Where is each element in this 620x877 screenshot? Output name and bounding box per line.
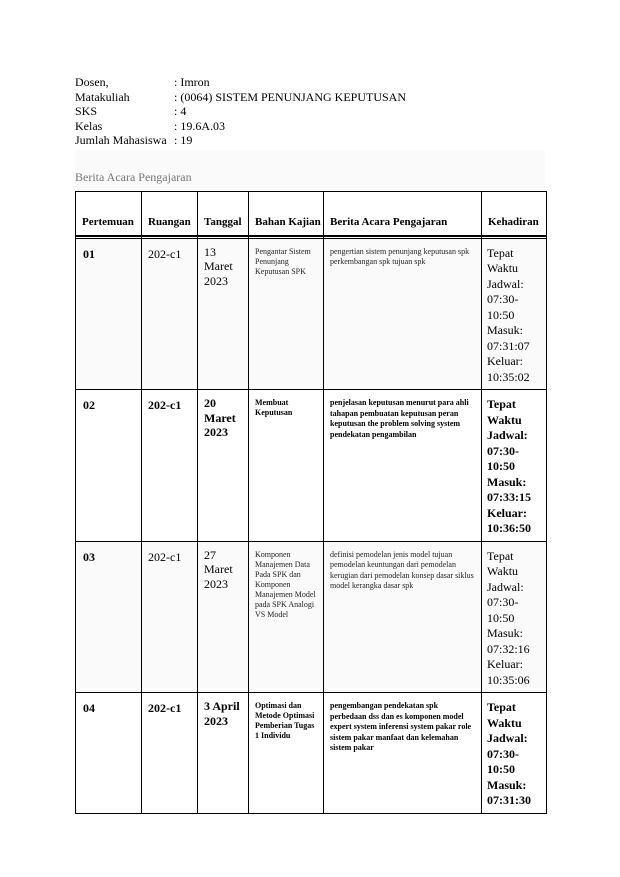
cell-ruangan: 202-c1 [142, 238, 198, 390]
cell-tanggal: 20 Maret 2023 [198, 390, 249, 542]
table-row [76, 541, 547, 693]
cell-tanggal: 3 April 2023 [198, 693, 249, 814]
info-row-kelas [75, 119, 406, 134]
kehadiran-line: 07:32:16 [487, 641, 530, 656]
kehadiran-line: Waktu [487, 261, 519, 275]
cell-tanggal: 27 Maret 2023 [198, 541, 249, 693]
table-header-row [76, 192, 547, 236]
kehadiran-line: 07:30- [487, 292, 519, 306]
cell-ruangan: 202-c1 [142, 541, 198, 693]
cell-pertemuan: 04 [76, 693, 142, 814]
kehadiran-line: Waktu [487, 564, 519, 578]
cell-kehadiran [482, 541, 547, 693]
kehadiran-line: Masuk: [487, 626, 523, 640]
kehadiran-line: Keluar: [487, 354, 523, 368]
table-row [76, 693, 547, 814]
kehadiran-line: Tepat [487, 397, 516, 411]
kehadiran-line: 10:50 [487, 762, 515, 776]
info-row-jumlah [75, 133, 406, 148]
info-value: : Imron [174, 75, 210, 89]
cell-pertemuan: 01 [76, 238, 142, 390]
info-label: Matakuliah [75, 89, 130, 104]
cell-ruangan: 202-c1 [142, 693, 198, 814]
col-header-pertemuan: Pertemuan [76, 192, 142, 236]
info-label: Kelas [75, 118, 103, 133]
kehadiran-line: 10:50 [487, 307, 515, 322]
cell-bahan-kajian: Optimasi dan Metode Optimasi Pemberian Tugas 1 Individu [249, 693, 324, 814]
kehadiran-line: 07:33:15 [487, 490, 531, 504]
info-value: : 4 [174, 104, 187, 118]
attendance-table [75, 191, 547, 814]
cell-kehadiran [482, 238, 547, 390]
kehadiran-line: Waktu [487, 715, 522, 730]
course-info [75, 75, 406, 148]
cell-berita-acara: pengembangan pendekatan spk perbedaan dss dan es komponen model expert system inferensi system pakar role sistem pakar manfaat dan kelemahan sistem pakar [324, 693, 482, 814]
kehadiran-line: Jadwal: [487, 731, 528, 745]
info-row-matakuliah [75, 90, 406, 105]
kehadiran-line: 07:31:07 [487, 338, 530, 353]
col-header-kehadiran: Kehadiran [482, 192, 547, 236]
kehadiran-line: 10:50 [487, 459, 515, 473]
cell-berita-acara: definisi pemodelan jenis model tujuan pemodelan keuntungan dari pemodelan kerugian dari pemodelan konsep dasar siklus model kerangka dasar spk [324, 541, 482, 693]
info-row-sks [75, 104, 406, 119]
info-label: Jumlah Mahasiswa [75, 133, 167, 147]
table-row [76, 238, 547, 390]
kehadiran-line: Tepat [487, 245, 514, 260]
info-value: : 19 [174, 133, 193, 147]
cell-bahan-kajian: Pengantar Sistem Penunjang Keputusan SPK [249, 238, 324, 390]
table-row [76, 390, 547, 542]
info-value: : 19.6A.03 [174, 118, 225, 133]
cell-kehadiran [482, 693, 547, 814]
kehadiran-line: 07:30- [487, 746, 519, 761]
kehadiran-line: Jadwal: [487, 579, 524, 594]
kehadiran-line: Jadwal: [487, 428, 528, 442]
kehadiran-line: Masuk: [487, 474, 527, 489]
col-header-bahan-kajian: Bahan Kajian [249, 192, 324, 236]
section-title: Berita Acara Pengajaran [75, 170, 192, 184]
info-row-dosen [75, 75, 406, 90]
cell-berita-acara: pengertian sistem penunjang keputusan spk perkembangan spk tujuan spk [324, 238, 482, 390]
kehadiran-line: Waktu [487, 412, 522, 427]
kehadiran-line: 07:31:30 [487, 793, 531, 807]
cell-pertemuan: 03 [76, 541, 142, 693]
info-label: Dosen, [75, 75, 109, 89]
kehadiran-line: Masuk: [487, 777, 527, 792]
cell-ruangan: 202-c1 [142, 390, 198, 542]
col-header-berita-acara: Berita Acara Pengajaran [324, 192, 482, 236]
cell-bahan-kajian: Membuat Keputusan [249, 390, 324, 542]
kehadiran-line: Jadwal: [487, 276, 524, 291]
kehadiran-line: Tepat [487, 548, 514, 563]
kehadiran-line: Masuk: [487, 323, 523, 337]
kehadiran-line: Tepat [487, 700, 516, 714]
kehadiran-line: 07:30- [487, 443, 519, 458]
col-header-ruangan: Ruangan [142, 192, 198, 236]
cell-berita-acara: penjelasan keputusan menurut para ahli tahapan pembuatan keputusan peran keputusan the problem solving system pendekatan pengambilan [324, 390, 482, 542]
info-value: : (0064) SISTEM PENUNJANG KEPUTUSAN [174, 89, 407, 104]
kehadiran-line: Keluar: [487, 505, 527, 520]
info-label: SKS [75, 104, 98, 118]
kehadiran-line: 10:35:06 [487, 672, 530, 687]
kehadiran-line: 10:50 [487, 610, 515, 625]
kehadiran-line: Keluar: [487, 657, 523, 671]
kehadiran-line: 07:30- [487, 595, 519, 609]
kehadiran-line: 10:36:50 [487, 521, 531, 535]
kehadiran-line: 10:35:02 [487, 369, 530, 384]
cell-kehadiran [482, 390, 547, 542]
cell-tanggal: 13 Maret 2023 [198, 238, 249, 390]
col-header-tanggal: Tanggal [198, 192, 249, 236]
cell-pertemuan: 02 [76, 390, 142, 542]
cell-bahan-kajian: Komponen Manajemen Data Pada SPK dan Komponen Manajemen Model pada SPK Analogi VS Model [249, 541, 324, 693]
